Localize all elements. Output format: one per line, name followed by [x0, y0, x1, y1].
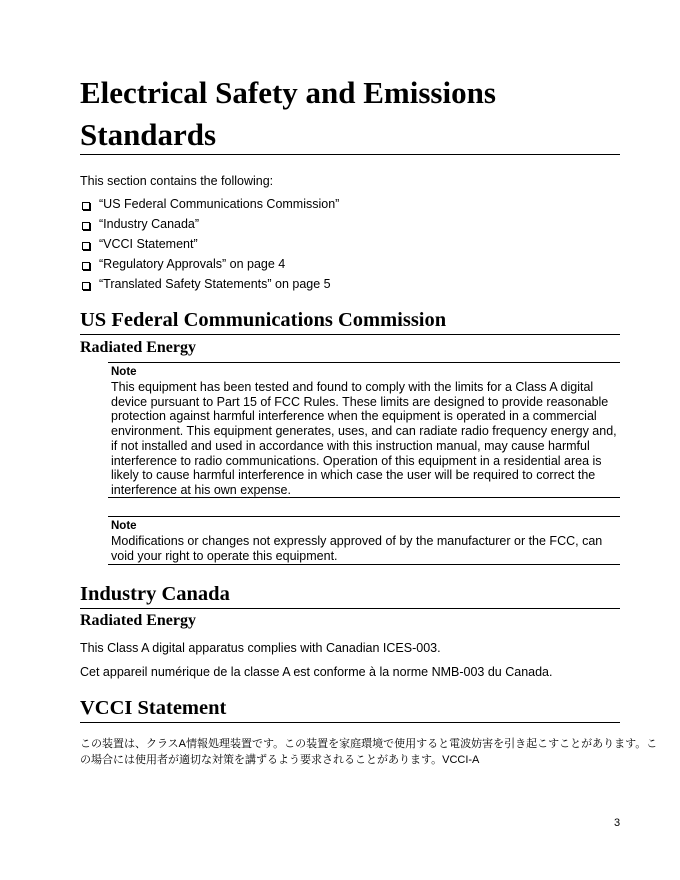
- toc-item[interactable]: [80, 217, 339, 237]
- note-top-rule: [108, 516, 620, 517]
- checkbox-bullet-icon: [82, 242, 90, 250]
- note-label: Note: [111, 520, 137, 532]
- vcci-text-line2: の場合には使用者が適切な対策を講ずるよう要求されることがあります。VCCI-A: [80, 754, 480, 766]
- toc-item-label: “Translated Safety Statements” on page 5: [99, 277, 331, 291]
- note-bottom-rule: [108, 564, 620, 565]
- canada-french-text: Cet appareil numérique de la classe A est conforme à la norme NMB-003 du Canada.: [80, 665, 553, 679]
- toc-item-label: “VCCI Statement”: [99, 237, 198, 251]
- toc-item-label: “Industry Canada”: [99, 217, 200, 231]
- vcci-heading: VCCI Statement: [80, 697, 227, 719]
- page-title-line2: Standards: [80, 117, 217, 152]
- canada-divider: [80, 608, 620, 609]
- vcci-text-line1: この装置は、クラスA情報処理装置です。この装置を家庭環境で使用すると電波妨害を引き起こすことがあります。こ: [80, 738, 658, 750]
- section-toc-list: [80, 197, 339, 297]
- checkbox-bullet-icon: [82, 202, 90, 210]
- note-label: Note: [111, 366, 137, 378]
- checkbox-bullet-icon: [82, 282, 90, 290]
- toc-item[interactable]: [80, 257, 339, 277]
- canada-subheading: Radiated Energy: [80, 612, 196, 629]
- toc-item[interactable]: [80, 197, 339, 217]
- note-bottom-rule: [108, 497, 620, 498]
- page-number: 3: [614, 817, 621, 829]
- fcc-subheading: Radiated Energy: [80, 339, 196, 356]
- title-divider: [80, 154, 620, 155]
- toc-item[interactable]: [80, 237, 339, 257]
- note-body: Modifications or changes not expressly approved of by the manufacturer or the FCC, can void your right to operate this equipment.: [111, 534, 603, 563]
- checkbox-bullet-icon: [82, 262, 90, 270]
- note-top-rule: [108, 362, 620, 363]
- canada-english-text: This Class A digital apparatus complies with Canadian ICES-003.: [80, 641, 441, 655]
- fcc-divider: [80, 334, 620, 335]
- intro-text: This section contains the following:: [80, 174, 274, 188]
- toc-item-label: “US Federal Communications Commission”: [99, 197, 340, 211]
- vcci-divider: [80, 722, 620, 723]
- note-body: This equipment has been tested and found to comply with the limits for a Class A digital device pursuant to Part 15 of FCC Rules. These limits are designed to provide reasonable protection against harmful interference when the equipment is operated in a commercial environment. This equipment generates, uses, and can radiate radio frequency energy and, if not installed and used in accordance with this instruction manual, may cause harmful interference to radio communications. Operation of this equipment in a residential area is likely to cause harmful interference in which case the user will be required to correct the interference at his own expense.: [111, 380, 617, 497]
- toc-item-label: “Regulatory Approvals” on page 4: [99, 257, 286, 271]
- canada-heading: Industry Canada: [80, 583, 230, 605]
- fcc-heading: US Federal Communications Commission: [80, 309, 447, 331]
- checkbox-bullet-icon: [82, 222, 90, 230]
- page-title: [80, 72, 620, 156]
- page-title-line1: Electrical Safety and Emissions: [80, 75, 496, 110]
- toc-item[interactable]: [80, 277, 339, 297]
